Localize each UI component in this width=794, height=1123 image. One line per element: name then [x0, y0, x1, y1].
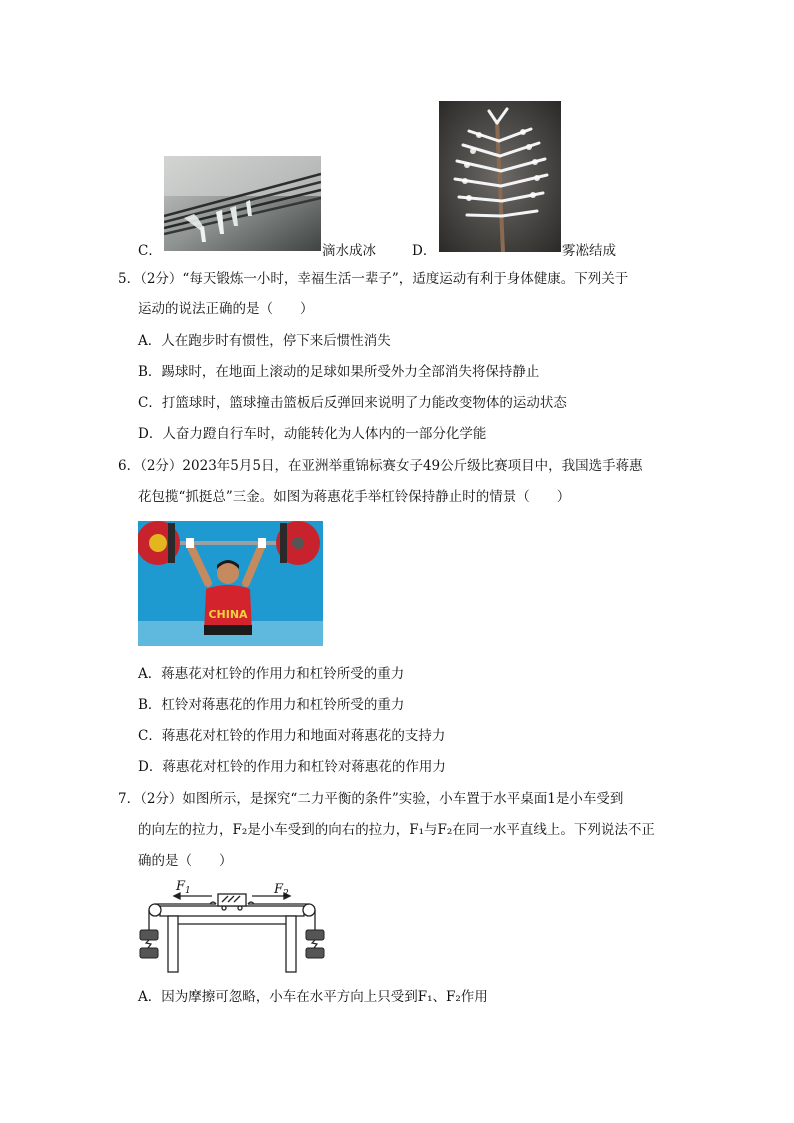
two-force-diagram	[136, 878, 328, 976]
f1-subscript: 1	[185, 886, 191, 896]
icicle-image	[164, 156, 321, 251]
q5-option-a: A．人在跑步时有惯性，停下来后惯性消失	[138, 333, 391, 349]
f1-letter: F	[176, 879, 186, 894]
q7-option-a: A．因为摩擦可忽略，小车在水平方向上只受到F₁、F₂作用	[138, 989, 488, 1005]
q7-stem-line2: 的向左的拉力，F₂是小车受到的向右的拉力，F₁与F₂在同一水平直线上。下列说法不正	[138, 822, 655, 838]
q6-option-b: B．杠铃对蒋惠花的作用力和杠铃所受的重力	[138, 697, 405, 713]
option-d-text: 雾凇结成	[562, 243, 616, 259]
q7-stem-line1-main: 7．（2分）如图所示，是探究“二力平衡的条件”实验，小车置于水平桌面	[118, 791, 548, 807]
f2-letter: F	[274, 882, 284, 897]
icicle-photo	[164, 156, 321, 251]
two-force-diagram-svg	[136, 878, 328, 976]
f2-label	[273, 882, 289, 899]
q5-option-b: B．踢球时，在地面上滚动的足球如果所受外力全部消失将保持静止	[138, 364, 540, 380]
f1-label	[175, 879, 191, 896]
q6-option-a: A．蒋惠花对杠铃的作用力和杠铃所受的重力	[138, 666, 405, 682]
q6-option-d: D．蒋惠花对杠铃的作用力和杠铃对蒋惠花的作用力	[138, 759, 446, 775]
q7-stem-line3: 确的是（ ）	[138, 853, 233, 869]
q5-stem-line1: 5．（2分）“每天锻炼一小时，幸福生活一辈子”，适度运动有利于身体健康。下列关于	[118, 271, 629, 287]
q6-stem-line2: 花包揽“抓挺总”三金。如图为蒋惠花手举杠铃保持静止时的情景（ ）	[138, 489, 571, 505]
f2-subscript: 2	[283, 889, 289, 899]
q7-stem-line1	[118, 789, 623, 809]
option-c-letter: C．	[138, 243, 162, 259]
rime-photo	[439, 101, 561, 252]
q6-option-c: C．蒋惠花对杠铃的作用力和地面对蒋惠花的支持力	[138, 728, 446, 744]
q5-option-d: D．人奋力蹬自行车时，动能转化为人体内的一部分化学能	[138, 426, 487, 442]
rime-image	[439, 101, 561, 252]
weightlifter-photo	[138, 521, 323, 646]
q6-stem-line1: 6．（2分）2023年5月5日，在亚洲举重锦标赛女子49公斤级比赛项目中，我国选手蒋惠	[118, 458, 643, 474]
q5-stem-line2: 运动的说法正确的是（ ）	[138, 301, 314, 317]
option-c-text: 滴水成冰	[322, 243, 376, 259]
weightlifter-image	[138, 521, 323, 646]
option-d-letter: D．	[412, 243, 437, 259]
shirt-text: CHINA	[208, 608, 248, 621]
q7-stem-line1-tail: 1是小车受到	[547, 791, 624, 807]
q5-option-c: C．打篮球时，篮球撞击篮板后反弹回来说明了力能改变物体的运动状态	[138, 395, 567, 411]
